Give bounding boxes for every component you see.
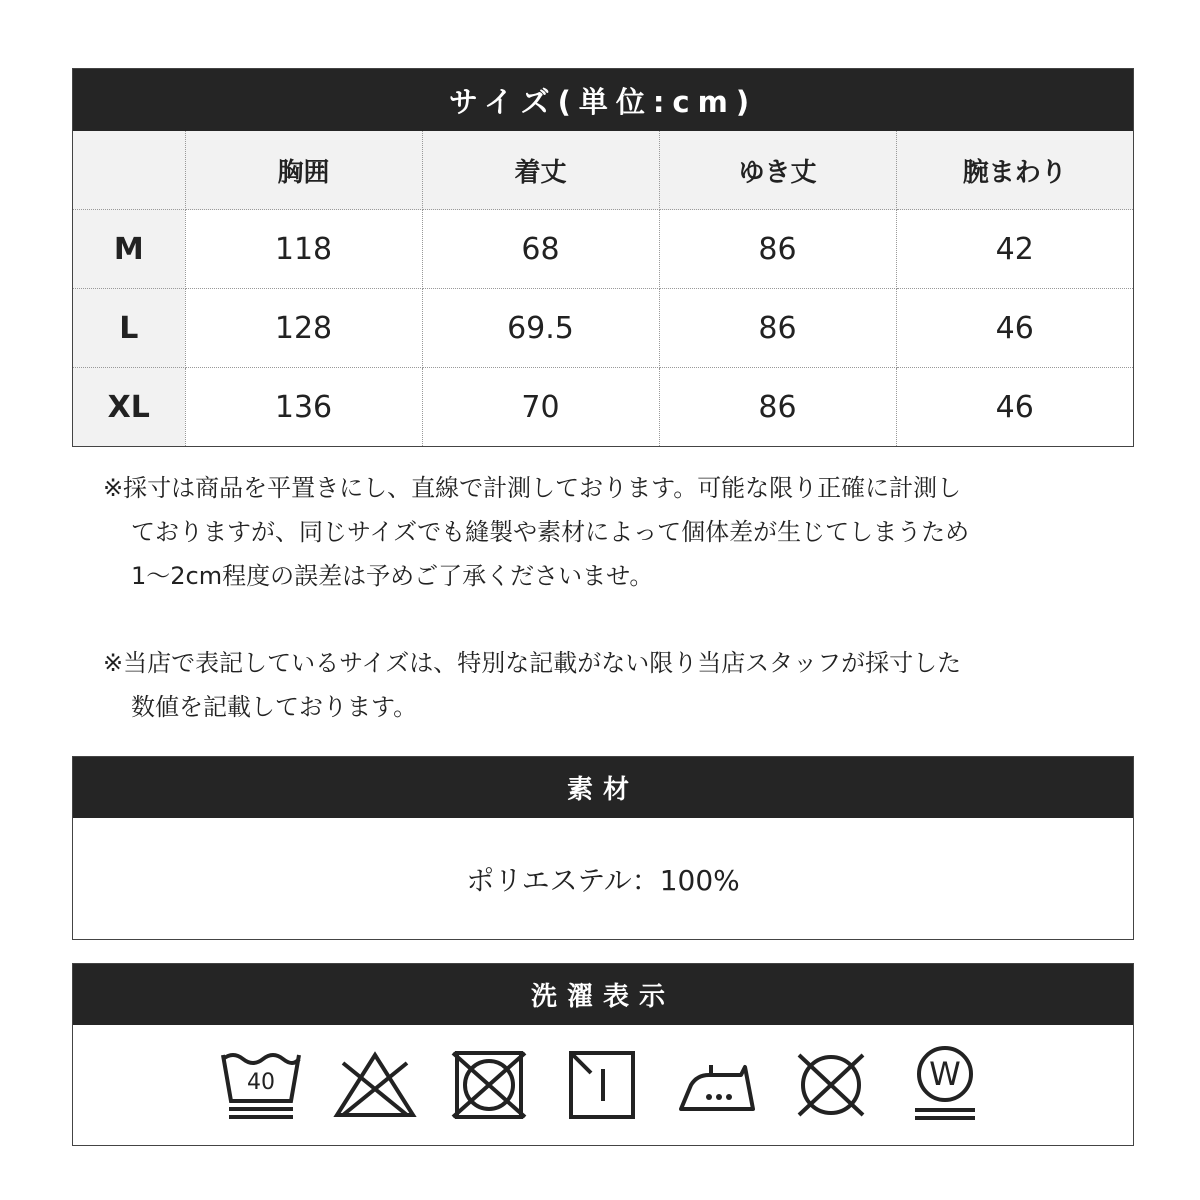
- note-line: ておりますが、同じサイズでも縫製や素材によって個体差が生じてしまうため: [131, 518, 970, 546]
- table-cell: 128: [185, 289, 422, 368]
- table-cell: 46: [995, 389, 1034, 425]
- table-cell: 68: [422, 210, 659, 289]
- corner-cell: [73, 131, 185, 210]
- wet-clean-icon: [903, 1044, 987, 1126]
- material-section: [72, 756, 1134, 940]
- table-row: [73, 368, 1133, 447]
- table-cell: 46: [896, 289, 1133, 368]
- note-line: ※当店で表記しているサイズは、特別な記載がない限り当店スタッフが採寸した: [103, 649, 962, 677]
- size-table-title: サイズ(単位:cm): [73, 69, 1133, 131]
- table-cell: 86: [659, 210, 896, 289]
- care-section: [72, 963, 1134, 1146]
- note-line: ※採寸は商品を平置きにし、直線で計測しております。可能な限り正確に計測し: [103, 474, 962, 502]
- no-bleach-icon: [333, 1049, 417, 1121]
- table-cell: 70: [422, 368, 659, 447]
- note-line: 数値を記載しております。: [131, 693, 418, 721]
- size-label: M: [73, 210, 185, 289]
- table-cell: 42: [896, 210, 1133, 289]
- note-line: 1〜2cm程度の誤差は予めご了承くださいませ。: [131, 562, 654, 590]
- column-header: ゆき丈: [659, 131, 896, 210]
- header-row: [73, 131, 1133, 210]
- line-dry-shade-icon: [561, 1049, 645, 1121]
- table-cell: 86: [659, 368, 896, 447]
- table-cell: 69.5: [422, 289, 659, 368]
- iron-low-icon: [675, 1049, 759, 1121]
- table-cell: 86: [659, 289, 896, 368]
- table-row: [73, 210, 1133, 289]
- measurement-note: [103, 466, 1093, 598]
- column-header: 胸囲: [185, 131, 422, 210]
- column-header: 腕まわり: [896, 131, 1133, 210]
- no-tumble-dry-icon: [447, 1049, 531, 1121]
- care-title: 洗濯表示: [73, 964, 1133, 1025]
- size-grid: [73, 131, 1133, 446]
- size-table: [72, 68, 1134, 447]
- wash-temp-label: 40: [247, 1070, 275, 1095]
- table-row: [73, 289, 1133, 368]
- wet-clean-letter: W: [929, 1055, 961, 1093]
- staff-note: [103, 641, 1093, 729]
- care-icons: [73, 1025, 1133, 1145]
- notes: [103, 466, 1093, 729]
- size-label: L: [73, 289, 185, 368]
- material-title: 素材: [73, 757, 1133, 818]
- wash-tub-40-icon: [219, 1049, 303, 1121]
- no-dry-clean-icon: [789, 1049, 873, 1121]
- table-cell: 118: [185, 210, 422, 289]
- material-value: ポリエステル：100%: [466, 863, 740, 897]
- column-header: 着丈: [422, 131, 659, 210]
- table-cell: 136: [185, 368, 422, 447]
- size-label: XL: [73, 368, 185, 447]
